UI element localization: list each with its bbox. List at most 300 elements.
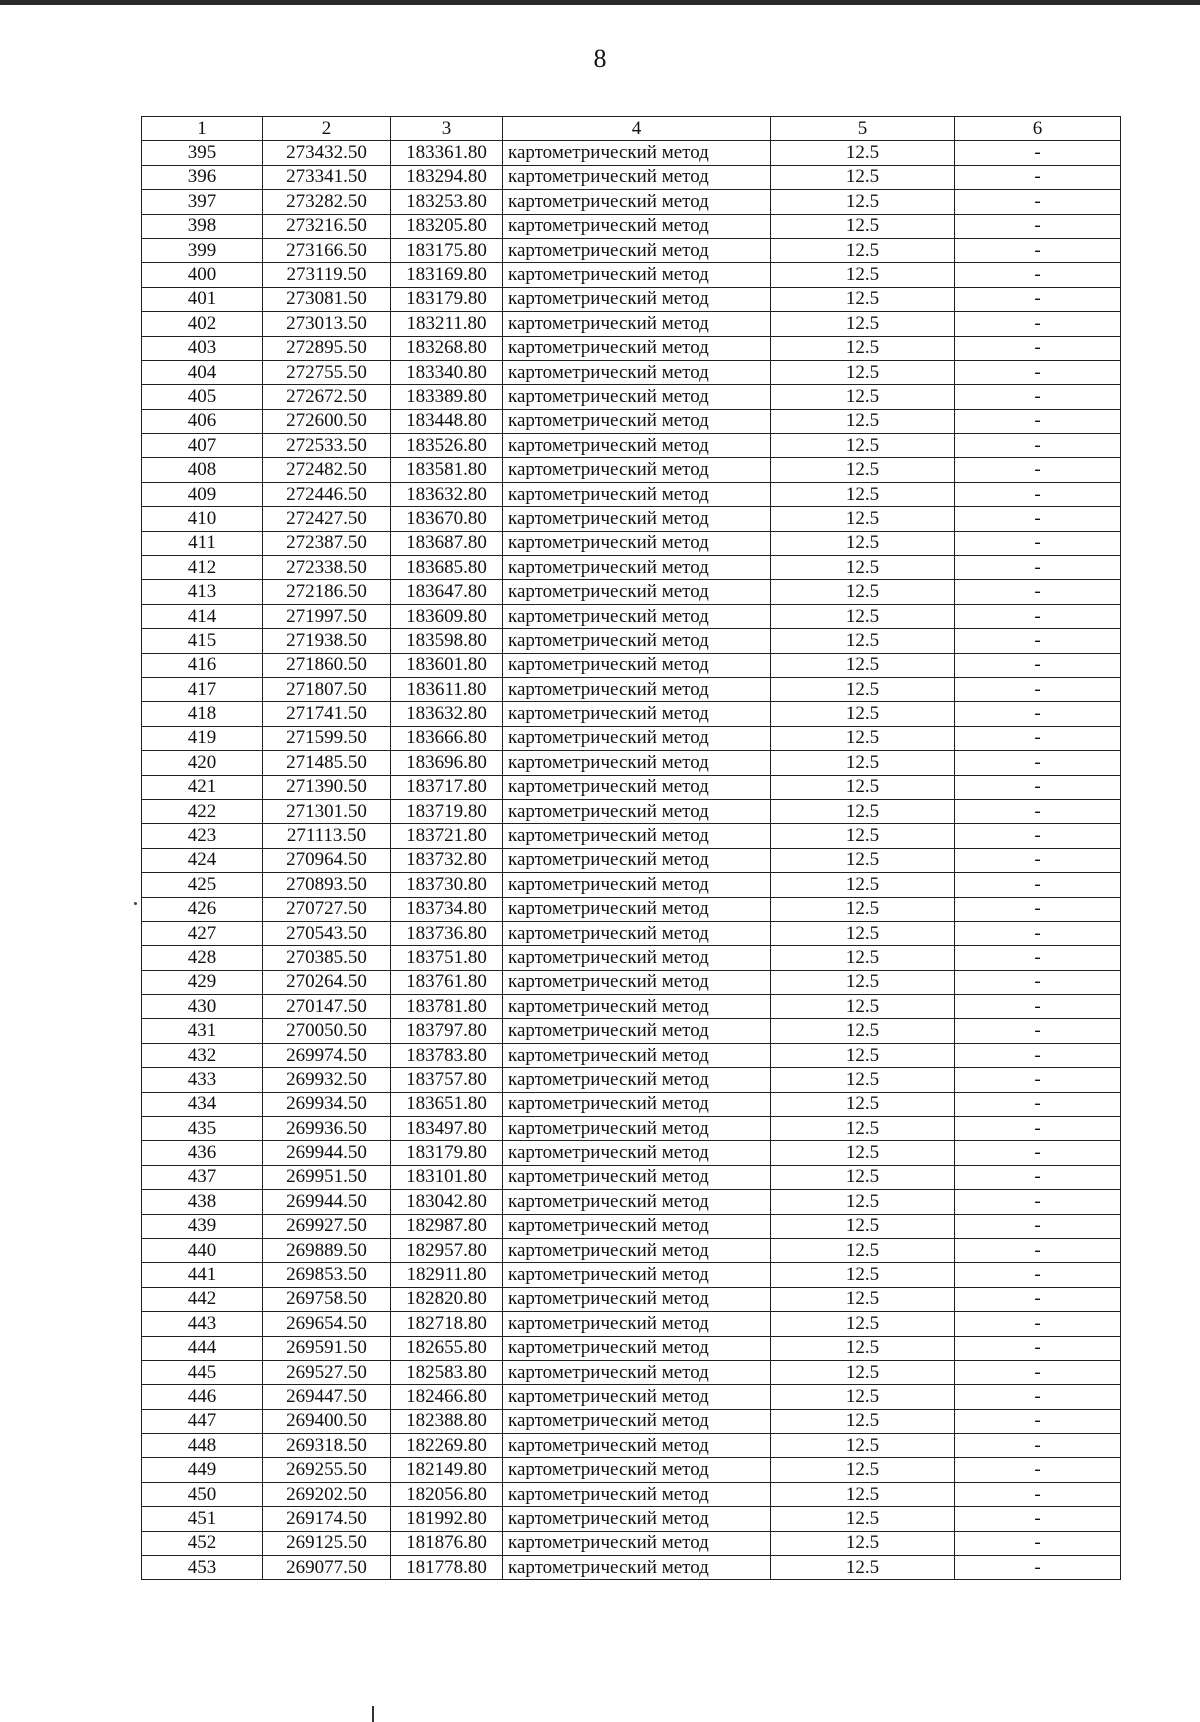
accuracy-cell: 12.5 [771,970,955,994]
x-coordinate-cell: 271938.50 [263,629,391,653]
point-number-cell: 436 [142,1141,263,1165]
x-coordinate-cell: 271599.50 [263,726,391,750]
point-number-cell: 440 [142,1238,263,1262]
accuracy-cell: 12.5 [771,946,955,970]
method-cell: картометрический метод [503,946,771,970]
y-coordinate-cell: 182388.80 [391,1409,503,1433]
method-cell: картометрический метод [503,409,771,433]
accuracy-cell: 12.5 [771,629,955,653]
point-number-cell: 444 [142,1336,263,1360]
note-cell: - [955,507,1121,531]
accuracy-cell: 12.5 [771,238,955,262]
y-coordinate-cell: 183179.80 [391,1141,503,1165]
method-cell: картометрический метод [503,653,771,677]
x-coordinate-cell: 273432.50 [263,141,391,165]
point-number-cell: 413 [142,580,263,604]
method-cell: картометрический метод [503,629,771,653]
point-number-cell: 451 [142,1507,263,1531]
note-cell: - [955,1190,1121,1214]
accuracy-cell: 12.5 [771,556,955,580]
note-cell: - [955,1458,1121,1482]
table-row [142,629,1121,653]
point-number-cell: 452 [142,1531,263,1555]
table-row [142,970,1121,994]
x-coordinate-cell: 273282.50 [263,190,391,214]
note-cell: - [955,580,1121,604]
point-number-cell: 447 [142,1409,263,1433]
table-row [142,775,1121,799]
accuracy-cell: 12.5 [771,141,955,165]
point-number-cell: 437 [142,1165,263,1189]
point-number-cell: 432 [142,1043,263,1067]
accuracy-cell: 12.5 [771,1360,955,1384]
point-number-cell: 415 [142,629,263,653]
method-cell: картометрический метод [503,970,771,994]
table-row [142,1238,1121,1262]
table-row [142,1312,1121,1336]
x-coordinate-cell: 269853.50 [263,1263,391,1287]
table-row [142,848,1121,872]
note-cell: - [955,629,1121,653]
method-cell: картометрический метод [503,165,771,189]
accuracy-cell: 12.5 [771,1434,955,1458]
table-row [142,604,1121,628]
accuracy-cell: 12.5 [771,1336,955,1360]
accuracy-cell: 12.5 [771,1263,955,1287]
table-row [142,824,1121,848]
y-coordinate-cell: 183732.80 [391,848,503,872]
note-cell: - [955,238,1121,262]
note-cell: - [955,970,1121,994]
point-number-cell: 425 [142,873,263,897]
point-number-cell: 411 [142,531,263,555]
x-coordinate-cell: 271741.50 [263,702,391,726]
table-row [142,531,1121,555]
y-coordinate-cell: 183340.80 [391,360,503,384]
table-row [142,1214,1121,1238]
accuracy-cell: 12.5 [771,1092,955,1116]
header-row [142,117,1121,141]
note-cell: - [955,1312,1121,1336]
point-number-cell: 445 [142,1360,263,1384]
accuracy-cell: 12.5 [771,434,955,458]
point-number-cell: 430 [142,995,263,1019]
note-cell: - [955,653,1121,677]
table-row [142,1556,1121,1580]
x-coordinate-cell: 269951.50 [263,1165,391,1189]
table-row [142,1165,1121,1189]
table-row [142,1434,1121,1458]
y-coordinate-cell: 183179.80 [391,287,503,311]
y-coordinate-cell: 181876.80 [391,1531,503,1555]
table-row [142,409,1121,433]
method-cell: картометрический метод [503,1214,771,1238]
note-cell: - [955,336,1121,360]
note-cell: - [955,921,1121,945]
point-number-cell: 442 [142,1287,263,1311]
y-coordinate-cell: 183632.80 [391,482,503,506]
table-row [142,336,1121,360]
y-coordinate-cell: 183268.80 [391,336,503,360]
point-number-cell: 420 [142,751,263,775]
table-row [142,1117,1121,1141]
y-coordinate-cell: 183101.80 [391,1165,503,1189]
point-number-cell: 422 [142,799,263,823]
method-cell: картометрический метод [503,824,771,848]
method-cell: картометрический метод [503,580,771,604]
point-number-cell: 453 [142,1556,263,1580]
y-coordinate-cell: 183253.80 [391,190,503,214]
note-cell: - [955,1117,1121,1141]
table-row [142,312,1121,336]
y-coordinate-cell: 182820.80 [391,1287,503,1311]
note-cell: - [955,531,1121,555]
method-cell: картометрический метод [503,1019,771,1043]
note-cell: - [955,702,1121,726]
table-row [142,873,1121,897]
y-coordinate-cell: 183781.80 [391,995,503,1019]
method-cell: картометрический метод [503,1117,771,1141]
note-cell: - [955,458,1121,482]
accuracy-cell: 12.5 [771,1165,955,1189]
accuracy-cell: 12.5 [771,995,955,1019]
note-cell: - [955,677,1121,701]
point-number-cell: 399 [142,238,263,262]
note-cell: - [955,556,1121,580]
x-coordinate-cell: 270893.50 [263,873,391,897]
method-cell: картометрический метод [503,238,771,262]
accuracy-cell: 12.5 [771,677,955,701]
y-coordinate-cell: 183169.80 [391,263,503,287]
table-row [142,1190,1121,1214]
note-cell: - [955,1092,1121,1116]
accuracy-cell: 12.5 [771,1287,955,1311]
table-row [142,1068,1121,1092]
note-cell: - [955,1287,1121,1311]
table-row [142,1458,1121,1482]
accuracy-cell: 12.5 [771,1312,955,1336]
point-number-cell: 397 [142,190,263,214]
table-row [142,1385,1121,1409]
accuracy-cell: 12.5 [771,897,955,921]
x-coordinate-cell: 270543.50 [263,921,391,945]
note-cell: - [955,141,1121,165]
table-row [142,1507,1121,1531]
x-coordinate-cell: 270727.50 [263,897,391,921]
accuracy-cell: 12.5 [771,385,955,409]
accuracy-cell: 12.5 [771,702,955,726]
point-number-cell: 419 [142,726,263,750]
method-cell: картометрический метод [503,1556,771,1580]
point-number-cell: 416 [142,653,263,677]
y-coordinate-cell: 182269.80 [391,1434,503,1458]
method-cell: картометрический метод [503,1141,771,1165]
method-cell: картометрический метод [503,336,771,360]
table-row [142,995,1121,1019]
method-cell: картометрический метод [503,921,771,945]
top-scan-border [0,0,1200,5]
x-coordinate-cell: 271301.50 [263,799,391,823]
y-coordinate-cell: 183757.80 [391,1068,503,1092]
x-coordinate-cell: 269318.50 [263,1434,391,1458]
x-coordinate-cell: 270050.50 [263,1019,391,1043]
column-header: 6 [955,117,1121,141]
note-cell: - [955,1507,1121,1531]
table-row [142,385,1121,409]
accuracy-cell: 12.5 [771,409,955,433]
x-coordinate-cell: 271997.50 [263,604,391,628]
x-coordinate-cell: 269400.50 [263,1409,391,1433]
x-coordinate-cell: 271485.50 [263,751,391,775]
y-coordinate-cell: 183783.80 [391,1043,503,1067]
note-cell: - [955,1068,1121,1092]
method-cell: картометрический метод [503,799,771,823]
y-coordinate-cell: 183175.80 [391,238,503,262]
method-cell: картометрический метод [503,507,771,531]
note-cell: - [955,995,1121,1019]
x-coordinate-cell: 272482.50 [263,458,391,482]
x-coordinate-cell: 269255.50 [263,1458,391,1482]
point-number-cell: 410 [142,507,263,531]
table-body [142,141,1121,1580]
x-coordinate-cell: 269944.50 [263,1141,391,1165]
point-number-cell: 449 [142,1458,263,1482]
x-coordinate-cell: 273081.50 [263,287,391,311]
point-number-cell: 405 [142,385,263,409]
method-cell: картометрический метод [503,1531,771,1555]
accuracy-cell: 12.5 [771,1141,955,1165]
method-cell: картометрический метод [503,1190,771,1214]
accuracy-cell: 12.5 [771,751,955,775]
table-row [142,360,1121,384]
method-cell: картометрический метод [503,1385,771,1409]
y-coordinate-cell: 182957.80 [391,1238,503,1262]
accuracy-cell: 12.5 [771,1190,955,1214]
column-header: 3 [391,117,503,141]
accuracy-cell: 12.5 [771,726,955,750]
y-coordinate-cell: 183751.80 [391,946,503,970]
table-row [142,677,1121,701]
column-header: 4 [503,117,771,141]
y-coordinate-cell: 182987.80 [391,1214,503,1238]
y-coordinate-cell: 183632.80 [391,702,503,726]
accuracy-cell: 12.5 [771,336,955,360]
y-coordinate-cell: 183042.80 [391,1190,503,1214]
method-cell: картометрический метод [503,1263,771,1287]
method-cell: картометрический метод [503,1092,771,1116]
coordinates-table [141,116,1121,1580]
note-cell: - [955,726,1121,750]
table-row [142,1531,1121,1555]
method-cell: картометрический метод [503,360,771,384]
accuracy-cell: 12.5 [771,1385,955,1409]
x-coordinate-cell: 273013.50 [263,312,391,336]
y-coordinate-cell: 183736.80 [391,921,503,945]
note-cell: - [955,1434,1121,1458]
table-row [142,1287,1121,1311]
method-cell: картометрический метод [503,726,771,750]
accuracy-cell: 12.5 [771,190,955,214]
x-coordinate-cell: 271113.50 [263,824,391,848]
note-cell: - [955,1238,1121,1262]
note-cell: - [955,799,1121,823]
table-row [142,287,1121,311]
method-cell: картометрический метод [503,214,771,238]
y-coordinate-cell: 183647.80 [391,580,503,604]
accuracy-cell: 12.5 [771,1238,955,1262]
point-number-cell: 435 [142,1117,263,1141]
y-coordinate-cell: 183361.80 [391,141,503,165]
y-coordinate-cell: 183601.80 [391,653,503,677]
table-row [142,482,1121,506]
point-number-cell: 400 [142,263,263,287]
x-coordinate-cell: 269202.50 [263,1482,391,1506]
method-cell: картометрический метод [503,604,771,628]
method-cell: картометрический метод [503,141,771,165]
y-coordinate-cell: 182466.80 [391,1385,503,1409]
note-cell: - [955,1019,1121,1043]
accuracy-cell: 12.5 [771,653,955,677]
accuracy-cell: 12.5 [771,263,955,287]
y-coordinate-cell: 182056.80 [391,1482,503,1506]
point-number-cell: 441 [142,1263,263,1287]
point-number-cell: 450 [142,1482,263,1506]
method-cell: картометрический метод [503,1287,771,1311]
point-number-cell: 439 [142,1214,263,1238]
y-coordinate-cell: 183448.80 [391,409,503,433]
note-cell: - [955,824,1121,848]
method-cell: картометрический метод [503,897,771,921]
point-number-cell: 446 [142,1385,263,1409]
method-cell: картометрический метод [503,1312,771,1336]
point-number-cell: 407 [142,434,263,458]
point-number-cell: 404 [142,360,263,384]
accuracy-cell: 12.5 [771,1458,955,1482]
table-row [142,1409,1121,1433]
x-coordinate-cell: 269077.50 [263,1556,391,1580]
y-coordinate-cell: 183696.80 [391,751,503,775]
accuracy-cell: 12.5 [771,507,955,531]
table-row [142,507,1121,531]
accuracy-cell: 12.5 [771,775,955,799]
x-coordinate-cell: 269654.50 [263,1312,391,1336]
table-row [142,263,1121,287]
accuracy-cell: 12.5 [771,1019,955,1043]
y-coordinate-cell: 183719.80 [391,799,503,823]
note-cell: - [955,434,1121,458]
table-row [142,214,1121,238]
x-coordinate-cell: 269927.50 [263,1214,391,1238]
accuracy-cell: 12.5 [771,312,955,336]
x-coordinate-cell: 272533.50 [263,434,391,458]
accuracy-cell: 12.5 [771,873,955,897]
x-coordinate-cell: 269125.50 [263,1531,391,1555]
method-cell: картометрический метод [503,848,771,872]
y-coordinate-cell: 183721.80 [391,824,503,848]
method-cell: картометрический метод [503,1238,771,1262]
x-coordinate-cell: 273119.50 [263,263,391,287]
note-cell: - [955,1556,1121,1580]
method-cell: картометрический метод [503,1458,771,1482]
y-coordinate-cell: 183666.80 [391,726,503,750]
x-coordinate-cell: 273166.50 [263,238,391,262]
method-cell: картометрический метод [503,312,771,336]
table-row [142,1336,1121,1360]
y-coordinate-cell: 182655.80 [391,1336,503,1360]
method-cell: картометрический метод [503,702,771,726]
point-number-cell: 412 [142,556,263,580]
table-row [142,1141,1121,1165]
x-coordinate-cell: 270964.50 [263,848,391,872]
accuracy-cell: 12.5 [771,1482,955,1506]
note-cell: - [955,165,1121,189]
table-row [142,580,1121,604]
point-number-cell: 427 [142,921,263,945]
y-coordinate-cell: 181992.80 [391,1507,503,1531]
method-cell: картометрический метод [503,1043,771,1067]
note-cell: - [955,873,1121,897]
method-cell: картометрический метод [503,287,771,311]
accuracy-cell: 12.5 [771,1556,955,1580]
table-row [142,921,1121,945]
x-coordinate-cell: 269934.50 [263,1092,391,1116]
accuracy-cell: 12.5 [771,1117,955,1141]
method-cell: картометрический метод [503,263,771,287]
point-number-cell: 402 [142,312,263,336]
method-cell: картометрический метод [503,385,771,409]
method-cell: картометрический метод [503,677,771,701]
point-number-cell: 429 [142,970,263,994]
table-row [142,751,1121,775]
table-row [142,434,1121,458]
x-coordinate-cell: 269591.50 [263,1336,391,1360]
note-cell: - [955,897,1121,921]
table-row [142,1263,1121,1287]
point-number-cell: 408 [142,458,263,482]
x-coordinate-cell: 273341.50 [263,165,391,189]
table-row [142,1360,1121,1384]
accuracy-cell: 12.5 [771,360,955,384]
table-row [142,1043,1121,1067]
accuracy-cell: 12.5 [771,824,955,848]
accuracy-cell: 12.5 [771,580,955,604]
point-number-cell: 423 [142,824,263,848]
note-cell: - [955,214,1121,238]
point-number-cell: 409 [142,482,263,506]
point-number-cell: 428 [142,946,263,970]
accuracy-cell: 12.5 [771,1043,955,1067]
method-cell: картометрический метод [503,482,771,506]
x-coordinate-cell: 269932.50 [263,1068,391,1092]
note-cell: - [955,1214,1121,1238]
note-cell: - [955,1043,1121,1067]
y-coordinate-cell: 182911.80 [391,1263,503,1287]
method-cell: картометрический метод [503,751,771,775]
y-coordinate-cell: 182583.80 [391,1360,503,1384]
note-cell: - [955,751,1121,775]
table-row [142,653,1121,677]
point-number-cell: 433 [142,1068,263,1092]
y-coordinate-cell: 183205.80 [391,214,503,238]
x-coordinate-cell: 269447.50 [263,1385,391,1409]
y-coordinate-cell: 182718.80 [391,1312,503,1336]
scan-mark [372,1706,374,1722]
y-coordinate-cell: 183526.80 [391,434,503,458]
accuracy-cell: 12.5 [771,1068,955,1092]
method-cell: картометрический метод [503,1068,771,1092]
x-coordinate-cell: 272338.50 [263,556,391,580]
y-coordinate-cell: 183211.80 [391,312,503,336]
